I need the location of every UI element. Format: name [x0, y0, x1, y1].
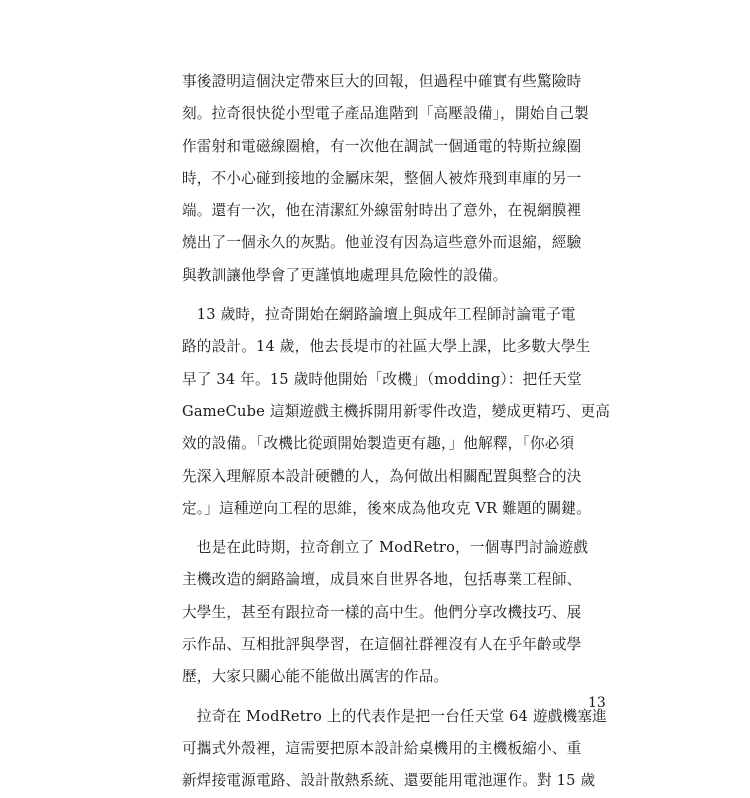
text-line: 作雷射和電磁線圈槍，有一次他在調試一個通電的特斯拉線圈: [182, 137, 582, 155]
text-line: 路的設計。14 歲，他去長堤市的社區大學上課，比多數大學生: [182, 338, 591, 356]
text-line: 效的設備。「改機比從頭開始製造更有趣，」他解釋，「你必須: [182, 435, 575, 453]
text-line: 先深入理解原本設計硬體的人，為何做出相關配置與整合的決: [182, 467, 582, 485]
text-line: 也是在此時期，拉奇創立了 ModRetro，一個專門討論遊戲: [182, 539, 589, 557]
text-line: 主機改造的網路論壇，成員來自世界各地，包括專業工程師、: [182, 571, 582, 589]
text-line: 可攜式外殼裡，這需要把原本設計給桌機用的主機板縮小、重: [182, 739, 582, 757]
paragraph: [182, 532, 589, 693]
text-line: 早了 34 年。15 歲時他開始「改機」（modding）：把任天堂: [182, 370, 582, 388]
text-line: 燒出了一個永久的灰點。他並沒有因為這些意外而退縮，經驗: [182, 234, 582, 252]
text-line: 示作品、互相批評與學習，在這個社群裡沒有人在乎年齡或學: [182, 636, 582, 654]
text-line: 新焊接電源電路、設計散熱系統、還要能用電池運作。對 15 歲: [182, 772, 596, 790]
text-line: 13 歲時，拉奇開始在網路論壇上與成年工程師討論電子電: [182, 306, 576, 324]
text-line: 刻。拉奇很快從小型電子產品進階到「高壓設備」，開始自己製: [182, 105, 589, 123]
text-line: 歷，大家只關心能不能做出厲害的作品。: [182, 668, 449, 686]
text-line: GameCube 這類遊戲主機拆開用新零件改造，變成更精巧、更高: [182, 402, 611, 420]
text-line: 定。」這種逆向工程的思維，後來成為他攻克 VR 難題的關鍵。: [182, 499, 591, 517]
text-line: 端。還有一次，他在清潔紅外線雷射時出了意外，在視網膜裡: [182, 202, 582, 220]
text-line: 大學生，甚至有跟拉奇一樣的高中生。他們分享改機技巧、展: [182, 603, 582, 621]
page-number: 13: [588, 695, 606, 711]
text-line: 事後證明這個決定帶來巨大的回報，但過程中確實有些驚險時: [182, 73, 582, 90]
text-line: 拉奇在 ModRetro 上的代表作是把一台任天堂 64 遊戲機塞進: [182, 707, 607, 725]
paragraph: [182, 66, 589, 292]
text-line: 與教訓讓他學會了更謹慎地處理具危險性的設備。: [182, 266, 508, 284]
body-text: [182, 66, 611, 798]
text-line: 時，不小心碰到接地的金屬床架，整個人被炸飛到車庫的另一: [182, 169, 582, 187]
paragraph: [182, 299, 611, 525]
